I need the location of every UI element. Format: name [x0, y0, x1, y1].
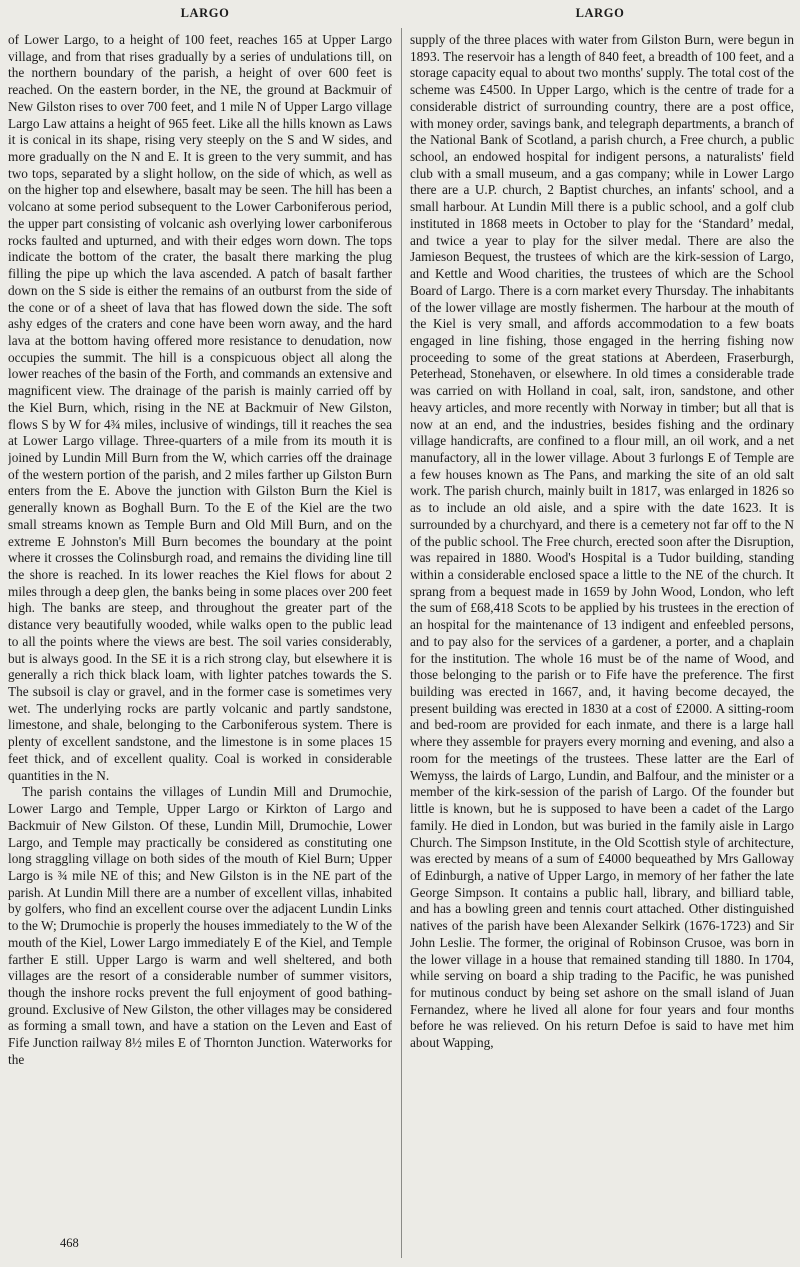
right-paragraph-1: supply of the three places with water from Gilston Burn, were begun in 1893. The reservoir has a length of 840 feet, a breadth of 100 feet, and a storage capacity equal to about two months' supply. The total cost of the scheme was £4500. In Upper Largo, which is the centre of trade for a considerable district of surrounding country, there are a post office, with money order, savings bank, and telegraph departments, a branch of the National Bank of Scotland, a parish church, a Free church, a public school, an endowed hospital for indigent persons, a naturalists' field club with a small museum, and a gas company; while in Lower Largo there are a U.P. church, 2 Baptist churches, an infants' school, and a small harbour. At Lundin Mill there is a public school, and a golf club instituted in 1868 meets in October to play for the ‘Standard’ medal, and twice a year to play for the silver medal. There are also the Jamieson Bequest, the trustees of which are the kirk-session of Largo, and Kettle and Wood charities, the trustees of which are the School Board of Largo. There is a corn market every Thursday. The inhabitants of the lower village are mostly fishermen. The harbour at the mouth of the Kiel is very small, and affords accommodation to a few boats engaged in line fishing, those engaged in the herring fishing now proceeding to some of the great stations at Aberdeen, Fraserburgh, Peterhead, Stonehaven, or elsewhere. In old times a considerable trade was carried on with Holland in coal, salt, iron, sandstone, and other heavy articles, and more recently with Norway in timber; but all that is now at an end, and the industries, besides fishing and the ordinary village handicrafts, are confined to a flour mill, an oil work, and a net manufactory, all in the lower village. About 3 furlongs E of Temple are a few houses known as The Pans, and marking the site of an old salt work. The parish church, mainly built in 1817, was enlarged in 1826 so as to include an old aisle, and a spire with the date 1623. It is surrounded by a churchyard, and there is a cemetery not far off to the N of the public school. The Free church, erected soon after the Disruption, was repaired in 1880. Wood's Hospital is a Tudor building, standing within a considerable enclosed space a little to the NE of the church. It sprang from a bequest made in 1659 by John Wood, London, who left the sum of £68,418 Scots to be applied by his trustees in the erection of an hospital for the maintenance of 13 indigent and enfeebled persons, and to pay also for the services of a gardener, a porter, and a chaplain for the institution. The whole 16 must be of the name of Wood, and those belonging to the parish or to Fife have the preference. The first building was erected in 1667, and, it having become decayed, the present building was erected in 1830 at a cost of £2000. A sitting-room and bed-room are provided for each inmate, and there is a large hall where they assemble for prayers every morning and evening, and also a room for the meetings of the trustees. These latter are the Earl of Wemyss, the lairds of Largo, Lundin, and Balfour, and the minister or a member of the kirk-session of the parish of Largo. Of the founder but little is known, but he is supposed to have been a cadet of the Largo family. He died in London, but was buried in the family aisle in Largo Church. The Simpson Institute, in the Old Scottish style of architecture, was erected by means of a sum of £4000 bequeathed by Mrs Galloway of Edinburgh, a native of Upper Largo, in memory of her father the late George Simpson. It contains a public hall, library, and billiard table, and has a bowling green and tennis court attached. Other distinguished natives of the parish have been Alexander Selkirk (1676-1723) and Sir John Leslie. The former, the original of Robinson Crusoe, was born in the lower village in a house that remained standing till 1880. In 1704, while serving on board a ship trading to the Pacific, he was punished for mutinous conduct by being set ashore on the small island of Juan Fernandez, where he lived all alone for four years and four months before he was relieved. On his return Defoe is said to have met him about Wapping, — [410, 32, 794, 1051]
left-paragraph-2: The parish contains the villages of Lundin Mill and Drumochie, Lower Largo and Temple, Upper Largo or Kirkton of Largo and Backmuir of New Gilston. Of these, Lundin Mill, Drumochie, Lower Largo, and Temple may practically be considered as constituting one long straggling village on both sides of the mouth of Kiel Burn; Upper Largo is ¾ mile NE of this; and New Gilston is in the NE part of the parish. At Lundin Mill there are a number of excellent villas, inhabited by golfers, who find an excellent course over the adjacent Lundin Links to the W; Drumochie is properly the houses immediately to the W of the mouth of the Kiel, Lower Largo immediately E of the Kiel, and Temple farther E still. Upper Largo is warm and well sheltered, and both villages are the resort of a considerable number of summer visitors, though the inshore rocks prevent the full enjoyment of good bathing-ground. Exclusive of New Gilston, the other villages may be considered as forming a small town, and have a station on the Leven and East of Fife Junction railway 8½ miles E of Thornton Junction. Waterworks for the — [8, 784, 392, 1067]
left-running-header: LARGO — [180, 6, 230, 20]
page-number: 468 — [60, 1236, 79, 1250]
right-running-header: LARGO — [575, 6, 625, 20]
left-paragraph-1: of Lower Largo, to a height of 100 feet, reaches 165 at Upper Largo village, and from that rises gradually by a series of undulations till, on the northern boundary of the parish, a height of over 600 feet is reached. On the eastern border, in the NE, the ground at Backmuir of New Gilston rises to over 700 feet, and 1 mile N of Upper Largo village Largo Law attains a height of 965 feet. Like all the hills known as Laws it is conical in its shape, rising very steeply on the S and W sides, and more gradually on the N and E. It is green to the very summit, and has two tops, separated by a slight hollow, on the side of which, as well as on the higher top and elsewhere, basalt may be seen. The hill has been a volcano at some period subsequent to the Lower Carboniferous period, the upper part consisting of volcanic ash overlying lower carboniferous rocks faulted and upturned, and with their edges worn down. The tops indicate the bottom of the crater, the basalt there marking the plug filling the pipe up which the lava ascended. A patch of basalt farther down on the S side is either the remains of an outburst from the side of the cone or of a sheet of lava that has flowed down the side. The soft ashy edges of the craters and cone have been worn away, and the hard lava at the bottom having offered more resistance to denudation, now occupies the summit. The hill is a conspicuous object all along the lower reaches of the basin of the Forth, and commands an extensive and magnificent view. The drainage of the parish is mainly carried off by the Kiel Burn, which, rising in the NE at Backmuir of New Gilston, flows S by W for 4¾ miles, inclusive of windings, till it reaches the sea at Lower Largo village. Three-quarters of a mile from its mouth it is joined by Lundin Mill Burn from the W, which carries off the drainage of the western portion of the parish, and 2 miles farther up Gilston Burn enters from the E. Above the junction with Gilston Burn the Kiel is generally known as Boghall Burn. To the E of the Kiel are the two small streams known as Temple Burn and Old Mill Burn, and on the extreme E Johnston's Mill Burn becomes the boundary at the point where it crosses the Colinsburgh road, and remains the dividing line till the shore is reached. In its lower reaches the Kiel flows for about 2 miles through a deep glen, the banks being in some places over 200 feet high. The banks are steep, and throughout the greater part of the distance very beautifully wooded, while walks open to the public lead to all the points where the views are best. The soil varies considerably, but is always good. In the SE it is a rich strong clay, but elsewhere it is generally a rich thick black loam, with lighter patches towards the S. The subsoil is clay or gravel, and in the former case is sometimes very wet. The underlying rocks are partly volcanic and partly sandstone, limestone, and shale, belonging to the Carboniferous system. There is plenty of excellent sandstone, and the limestone is in some places 15 feet thick, and of excellent quality. Coal is worked in considerable quantities in the N. — [8, 32, 392, 783]
left-column — [8, 32, 392, 1247]
right-column — [410, 32, 794, 1260]
column-divider — [401, 28, 402, 1258]
